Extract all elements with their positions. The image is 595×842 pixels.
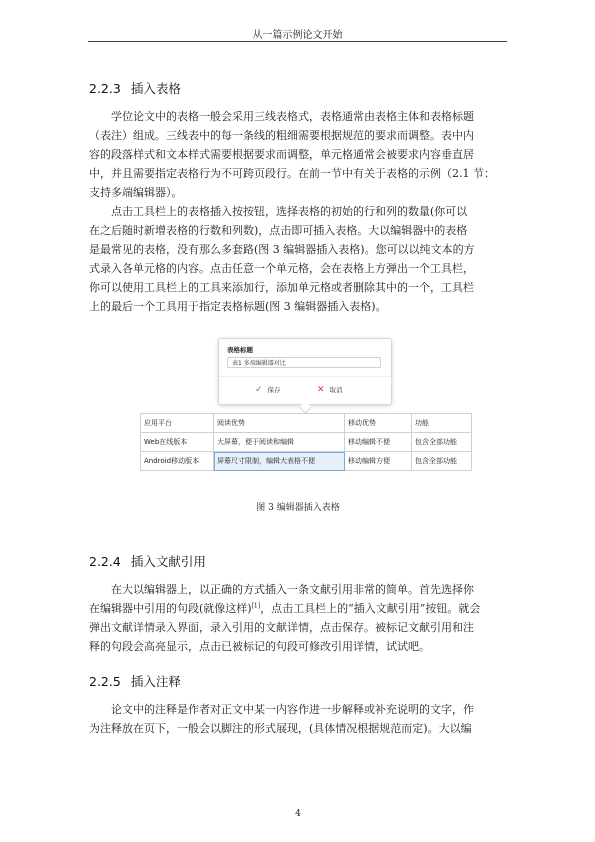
table-cell[interactable]: 移动优势 — [345, 414, 412, 433]
comparison-table — [140, 413, 472, 471]
table-cell-selected[interactable]: 屏幕尺寸限制，编辑大表格不便 — [214, 452, 345, 471]
popup-pointer — [299, 401, 312, 414]
text-line: 释的句段会高亮显示，点击已被标记的句段可修改引用详情，试试吧。 — [89, 640, 430, 653]
close-icon: ✕ — [317, 385, 325, 395]
text-line — [89, 599, 507, 618]
save-button[interactable] — [255, 386, 281, 395]
text-line: 弹出文献详情录入界面，录入引用的文献详情，点击保存。被标记文献引用和注 — [89, 621, 474, 634]
text-line: 上的最后一个工具用于指定表格标题(图 3 编辑器插入表格)。 — [89, 300, 387, 313]
text-line: 你可以使用工具栏上的工具来添加行，添加单元格或者删除其中的一个，工具栏 — [89, 281, 474, 294]
paragraph-insert-table — [89, 202, 507, 316]
table-caption-popup — [218, 338, 392, 405]
text-line: 容的段落样式和文本样式需要根据要求而调整，单元格通常会被要求内容垂直居 — [89, 148, 474, 161]
page-number: 4 — [295, 809, 301, 819]
table-cell[interactable]: 包含全部功能 — [412, 433, 472, 452]
section-number: 2.2.5 — [89, 674, 121, 689]
text-line: 在大以编辑器上，以正确的方式插入一条文献引用非常的简单。首先选择你 — [111, 583, 474, 596]
text-line: 是最常见的表格，没有那么多套路(图 3 编辑器插入表格)。您可以以纯文本的方 — [89, 243, 475, 256]
table-cell[interactable]: 阅读优势 — [214, 414, 345, 433]
table-row — [141, 433, 472, 452]
running-header: 从一篇示例论文开始 — [252, 30, 343, 41]
popup-title: 表格标题 — [227, 346, 253, 354]
cancel-label: 取消 — [329, 386, 343, 394]
table-cell[interactable]: 应用平台 — [141, 414, 214, 433]
section-heading-2-2-4 — [89, 552, 206, 570]
section-title: 插入表格 — [130, 81, 181, 96]
table-cell[interactable]: 功能 — [412, 414, 472, 433]
text-line: 支持多端编辑器）。 — [89, 186, 183, 199]
table-cell[interactable]: Android移动版本 — [141, 452, 214, 471]
cancel-button[interactable] — [317, 386, 343, 395]
figure-editor-insert-table — [140, 338, 475, 488]
text-line: 学位论文中的表格一般会采用三线表格式，表格通常由表格主体和表格标题 — [111, 110, 474, 123]
text-line: （表注）组成。三线表中的每一条线的粗细需要根据规范的要求而调整。表中内 — [89, 129, 474, 142]
text-line: 点击工具栏上的表格插入按按钮，选择表格的初始的行和列的数量(你可以 — [111, 205, 468, 218]
section-title: 插入文献引用 — [130, 554, 206, 569]
checkmark-icon: ✓ — [255, 385, 263, 395]
text-line: 论文中的注释是作者对正文中某一内容作进一步解释或补充说明的文字，作 — [111, 703, 474, 716]
paragraph-citations — [89, 580, 507, 656]
caption-input[interactable]: 表1 多端编辑器对比 — [227, 357, 381, 368]
paragraph-tables-intro — [89, 107, 507, 202]
table-header-row — [141, 414, 472, 433]
header-rule — [88, 41, 507, 42]
paragraph-footnotes — [89, 700, 507, 738]
table-row — [141, 452, 472, 471]
table-cell[interactable]: 移动编辑方便 — [345, 452, 412, 471]
text-line: 为注释放在页下，一般会以脚注的形式展现，(具体情况根据规范而定)。大以编 — [89, 722, 472, 735]
save-label: 保存 — [267, 386, 281, 394]
section-number: 2.2.3 — [89, 81, 121, 96]
figure-caption: 图 3 编辑器插入表格 — [256, 503, 340, 513]
table-cell[interactable]: 包含全部功能 — [412, 452, 472, 471]
section-heading-2-2-3 — [89, 79, 181, 97]
text-line: 中，并且需要指定表格行为不可跨页段行。在前一节中有关于表格的示例（2.1 节： — [89, 167, 495, 180]
text-line: 在之后随时新增表格的行数和列数)，点击即可插入表格。大以编辑器中的表格 — [89, 224, 468, 237]
table-cell[interactable]: Web在线版本 — [141, 433, 214, 452]
text-fragment: ，点击工具栏上的“插入文献引用”按钮。就会 — [260, 602, 481, 615]
table-cell[interactable]: 移动编辑不便 — [345, 433, 412, 452]
table-cell[interactable]: 大屏幕，便于阅读和编辑 — [214, 433, 345, 452]
section-heading-2-2-5 — [89, 672, 181, 690]
text-line: 式录入各单元格的内容。点击任意一个单元格，会在表格上方弹出一个工具栏， — [89, 262, 474, 275]
citation-mark[interactable]: [1] — [251, 602, 261, 610]
text-fragment: 在编辑器中引用的句段(就像这样) — [89, 602, 252, 615]
section-number: 2.2.4 — [89, 554, 121, 569]
popup-divider — [219, 376, 391, 377]
section-title: 插入注释 — [130, 674, 181, 689]
